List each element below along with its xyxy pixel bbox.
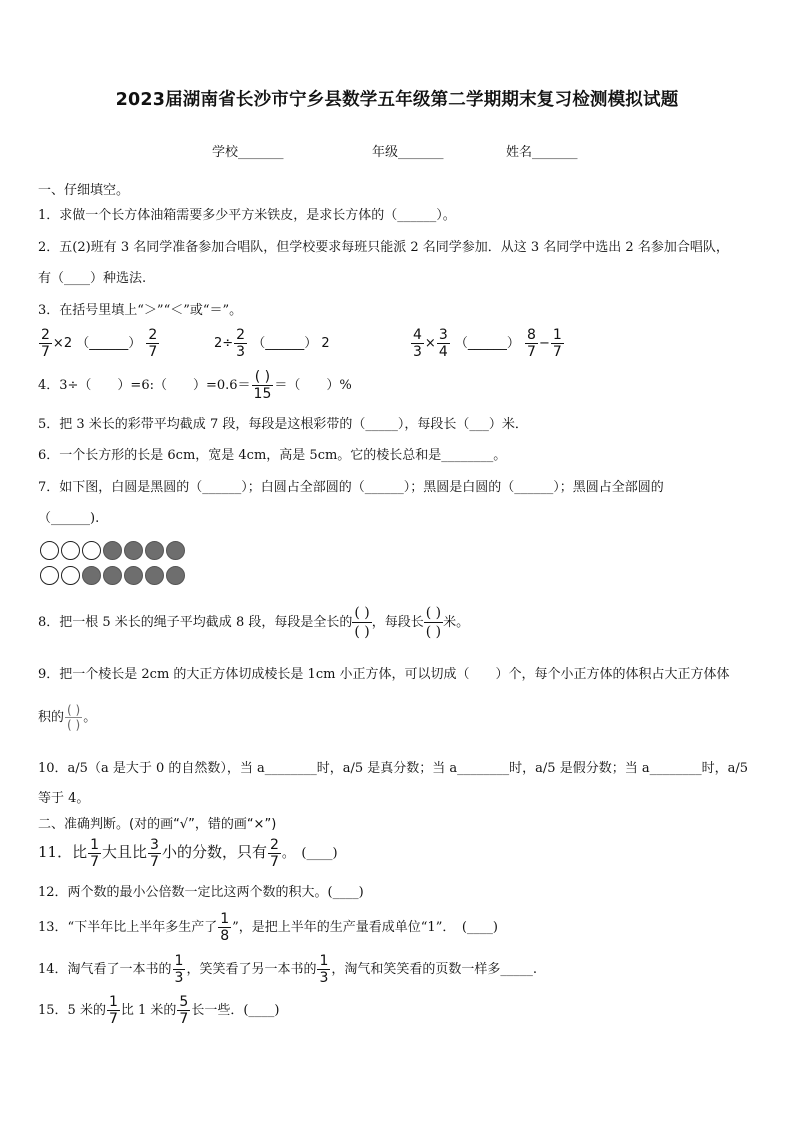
fraction: $\frac{5}{7}$	[179, 994, 189, 1027]
fraction: $\frac{1}{7}$	[552, 327, 562, 360]
question-3-item-c: $\frac{4}{3}$ × $\frac{3}{4}$ （______） $\frac{8}{7}$ − $\frac{1}{7}$	[413, 327, 562, 360]
black-circle	[166, 541, 185, 560]
white-circle	[61, 566, 80, 585]
question-10-line-1: 10．a/5（a 是大于 0 的自然数），当 a________时，a/5 是真分数；当 a________时，a/5 是假分数；当 a________时，a/5	[38, 761, 748, 776]
fraction: $\frac{1}{7}$	[90, 837, 100, 870]
bracket-fraction: $\frac{( )}{( )}$	[354, 605, 370, 640]
white-circle	[61, 541, 80, 560]
question-3-item-a: $\frac{2}{7}$ ×2 （______） $\frac{2}{7}$	[41, 327, 158, 360]
fraction: $\frac{2}{3}$	[236, 327, 246, 360]
fraction: $\frac{1}{3}$	[319, 953, 329, 986]
fraction: $\frac{1}{7}$	[108, 994, 118, 1027]
fraction: $\frac{3}{4}$	[438, 327, 448, 360]
black-circle	[103, 566, 122, 585]
question-13: 13．“下半年比上半年多生产了 $\frac{1}{8}$ ”，是把上半年的生产量看成单位“1”． (____)	[38, 911, 498, 944]
question-2-line-1: 2．五(2)班有 3 名同学准备参加合唱队，但学校要求每班只能派 2 名同学参加．从这 3 名同学中选出 2 名参加合唱队，	[38, 240, 729, 255]
black-circle	[124, 541, 143, 560]
circle-row-1	[40, 541, 187, 560]
grade-field: 年级_______	[372, 145, 444, 160]
white-circle	[40, 541, 59, 560]
section-2-heading: 二、准确判断。(对的画“√”，错的画“×”)	[38, 817, 277, 832]
question-7-line-2: （______).	[38, 511, 100, 526]
fraction: $\frac{8}{7}$	[527, 327, 536, 360]
section-1-heading: 一、仔细填空。	[38, 183, 130, 198]
question-12: 12．两个数的最小公倍数一定比这两个数的积大。(____)	[38, 885, 364, 900]
question-4: 4．3÷（ ）=6:（ ）=0.6＝ $\frac{( )}{15}$ ＝（ ）%	[38, 369, 352, 402]
fraction: $\frac{( )}{( )}$	[67, 703, 81, 732]
name-field: 姓名_______	[506, 145, 578, 160]
question-11: 11．比 $\frac{1}{7}$ 大且比 $\frac{3}{7}$ 小的分数，只有 $\frac{2}{7}$ 。 (____)	[38, 837, 338, 870]
bracket-fraction: $\frac{( )}{( )}$	[425, 605, 442, 640]
black-circle	[166, 566, 185, 585]
fraction: $\frac{( )}{15}$	[253, 369, 272, 402]
black-circle	[124, 566, 143, 585]
question-3: 3．在括号里填上“＞”“＜”或“＝”。	[38, 303, 243, 318]
circle-row-2	[40, 566, 187, 585]
fraction: $\frac{4}{3}$	[413, 327, 422, 360]
black-circle	[82, 566, 101, 585]
fraction: $\frac{1}{8}$	[220, 911, 230, 944]
white-circle	[40, 566, 59, 585]
black-circle	[103, 541, 122, 560]
question-2-line-2: 有（____）种选法.	[38, 271, 147, 286]
question-5: 5．把 3 米长的彩带平均截成 7 段，每段是这根彩带的（_____），每段长（___）米．	[38, 417, 528, 432]
fraction: $\frac{1}{3}$	[174, 953, 184, 986]
question-15: 15．5 米的 $\frac{1}{7}$ 比 1 米的 $\frac{5}{7}$ 长一些．(____)	[38, 994, 280, 1027]
fraction: $\frac{2}{7}$	[269, 837, 279, 870]
black-circle	[145, 566, 164, 585]
question-9-line-2: 积的 $\frac{( )}{( )}$ 。	[38, 703, 97, 732]
question-8: 8．把一根 5 米长的绳子平均截成 8 段，每段是全长的 $\frac{( )}{( )}$ ，每段长 $\frac{( )}{( )}$ 米。	[38, 605, 470, 640]
question-9-line-1: 9．把一个棱长是 2cm 的大正方体切成棱长是 1cm 小正方体，可以切成（ ）个，每个小正方体的体积占大正方体体	[38, 667, 730, 682]
question-7-line-1: 7．如下图，白圆是黑圆的（______）；白圆占全部圆的（______）；黑圆是白圆的（______）；黑圆占全部圆的	[38, 480, 664, 495]
fraction: $\frac{2}{7}$	[148, 327, 158, 360]
question-10-line-2: 等于 4。	[38, 791, 90, 806]
question-14: 14．淘气看了一本书的 $\frac{1}{3}$ ，笑笑看了另一本书的 $\frac{1}{3}$ ，淘气和笑笑看的页数一样多_____.	[38, 953, 538, 986]
question-1: 1．求做一个长方体油箱需要多少平方米铁皮，是求长方体的（______）。	[38, 208, 456, 223]
fraction: $\frac{2}{7}$	[41, 327, 50, 360]
black-circle	[145, 541, 164, 560]
question-6: 6．一个长方形的长是 6cm，宽是 4cm，高是 5cm。它的棱长总和是________。	[38, 448, 507, 463]
question-3-item-b: 2÷ $\frac{2}{3}$ （______） 2	[214, 327, 330, 360]
school-field: 学校_______	[212, 145, 284, 160]
page-title: 2023届湖南省长沙市宁乡县数学五年级第二学期期末复习检测模拟试题	[115, 90, 679, 110]
white-circle	[82, 541, 101, 560]
fraction: $\frac{3}{7}$	[150, 837, 159, 870]
